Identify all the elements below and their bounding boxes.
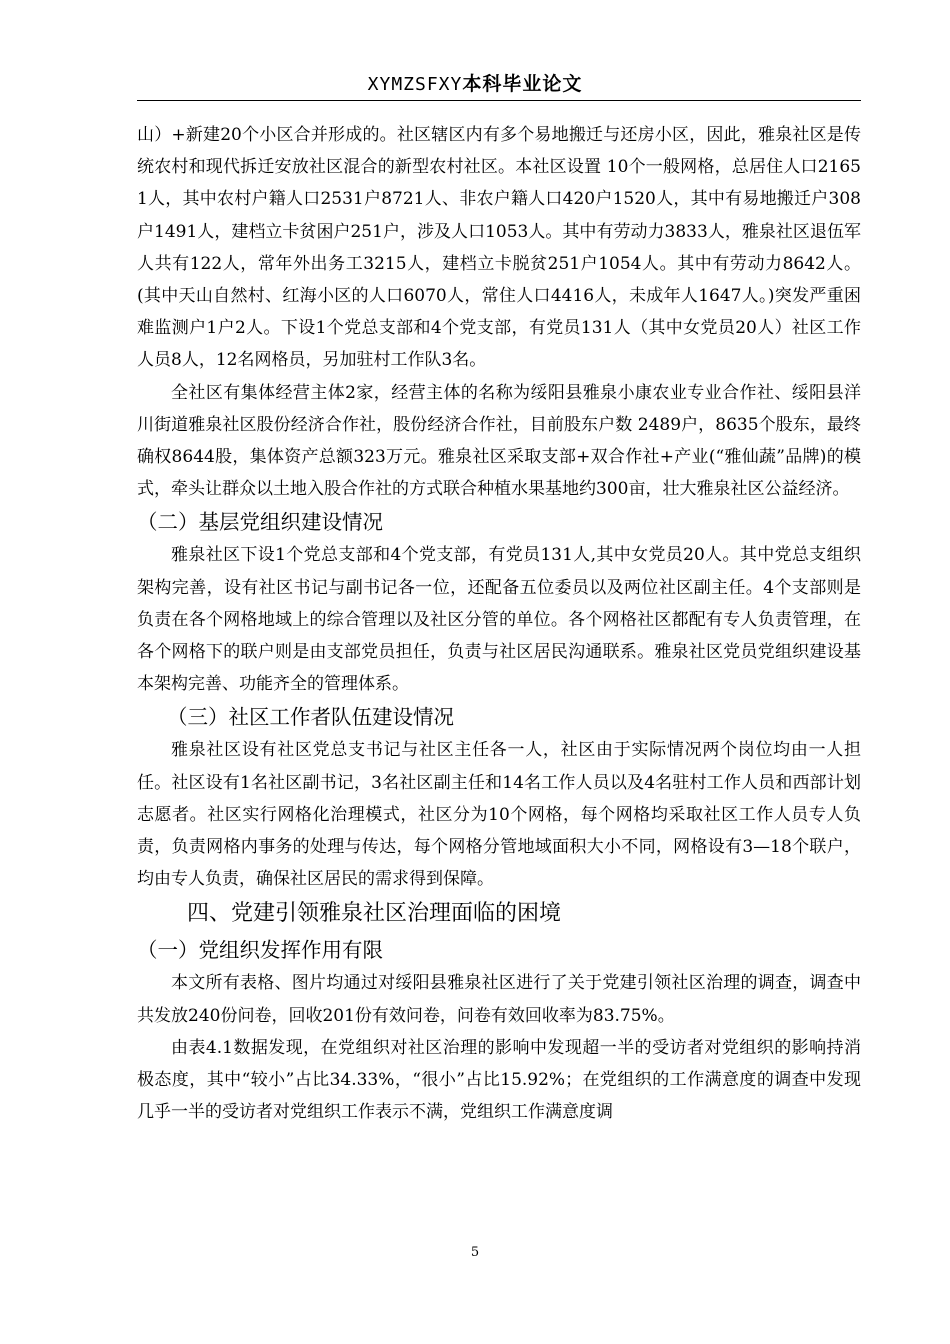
paragraph-community-workers: 雅泉社区设有社区党总支书记与社区主任各一人，社区由于实际情况两个岗位均由一人担任。社区设有1名社区副书记，3名社区副主任和14名工作人员以及4名驻村工作人员和西部计划志愿者。社区实行网格化治理模式，社区分为10个网格，每个网格均采取社区工作人员专人负责，负责网格内事务的处理与传达，每个网格分管地域面积大小不同，网格设有3—18个联户，均由专人负责，确保社区居民的需求得到保障。 <box>137 740 861 890</box>
header-code: XYMZSFXY <box>367 74 463 95</box>
subheading-party-organization: （二）基层党组织建设情况 <box>137 510 383 535</box>
paragraph-survey-findings: 由表4.1数据发现，在党组织对社区治理的影响中发现超一半的受访者对党组织的影响持消极态度，其中“较小”占比34.33%，“很小”占比15.92%；在党组织的工作满意度的调查中发现几乎一半的受访者对党组织工作表示不满，党组织工作满意度调 <box>137 1037 861 1123</box>
subheading-limited-role: （一）党组织发挥作用有限 <box>137 938 383 963</box>
paragraph-party-organization: 雅泉社区下设1个党总支部和4个党支部，有党员131人,其中女党员20人。其中党总支组织架构完善，设有社区书记与副书记各一位，还配备五位委员以及两位社区副主任。4个支部则是负责在各个网格地域上的综合管理以及社区分管的单位。各个网格社区都配有专人负责管理，在各个网格下的联户则是由支部党员担任，负责与社区居民沟通联系。雅泉社区党员党组织建设基本架构完善、功能齐全的管理体系。 <box>137 545 861 695</box>
page-body <box>137 119 861 1128</box>
paragraph-community-overview: 山）+新建20个小区合并形成的。社区辖区内有多个易地搬迁与还房小区，因此，雅泉社区是传统农村和现代拆迁安放社区混合的新型农村社区。本社区设置 10个一般网格，总居住人口21651人，其中农村户籍人口2531户8721人、非农户籍人口420户1520人，其中有易地搬迁户308户1491人，建档立卡贫困户251户，涉及人口1053人。其中有劳动力3833人，雅泉社区退伍军人共有122人，常年外出务工3215人，建档立卡脱贫251户1054人。其中有劳动力8642人。(其中天山自然村、红海小区的人口6070人，常住人口4416人，未成年人1647人。)突发严重困难监测户1户2人。下设1个党总支部和4个党支部，有党员131人（其中女党员20人）社区工作人员8人，12名网格员，另加驻村工作队3名。 <box>137 125 861 371</box>
header-divider <box>137 100 861 101</box>
paragraph-collective-economy: 全社区有集体经营主体2家，经营主体的名称为绥阳县雅泉小康农业专业合作社、绥阳县洋川街道雅泉社区股份经济合作社，股份经济合作社，目前股东户数 2489户，8635个股东，最终确权8644股，集体资产总额323万元。雅泉社区采取支部+双合作社+产业(“雅仙蔬”品牌)的模式，牵头让群众以土地入股合作社的方式联合种植水果基地约300亩，壮大雅泉社区公益经济。 <box>137 382 861 500</box>
paragraph-survey-method: 本文所有表格、图片均通过对绥阳县雅泉社区进行了关于党建引领社区治理的调查，调查中共发放240份问卷，回收201份有效问卷，问卷有效回收率为83.75%。 <box>137 973 861 1026</box>
page-header <box>0 71 950 98</box>
page-number: 5 <box>470 1245 480 1260</box>
subheading-community-workers: （三）社区工作者队伍建设情况 <box>167 705 454 730</box>
section-heading-dilemma: 四、党建引领雅泉社区治理面临的困境 <box>187 901 562 927</box>
header-title: 本科毕业论文 <box>462 73 583 95</box>
